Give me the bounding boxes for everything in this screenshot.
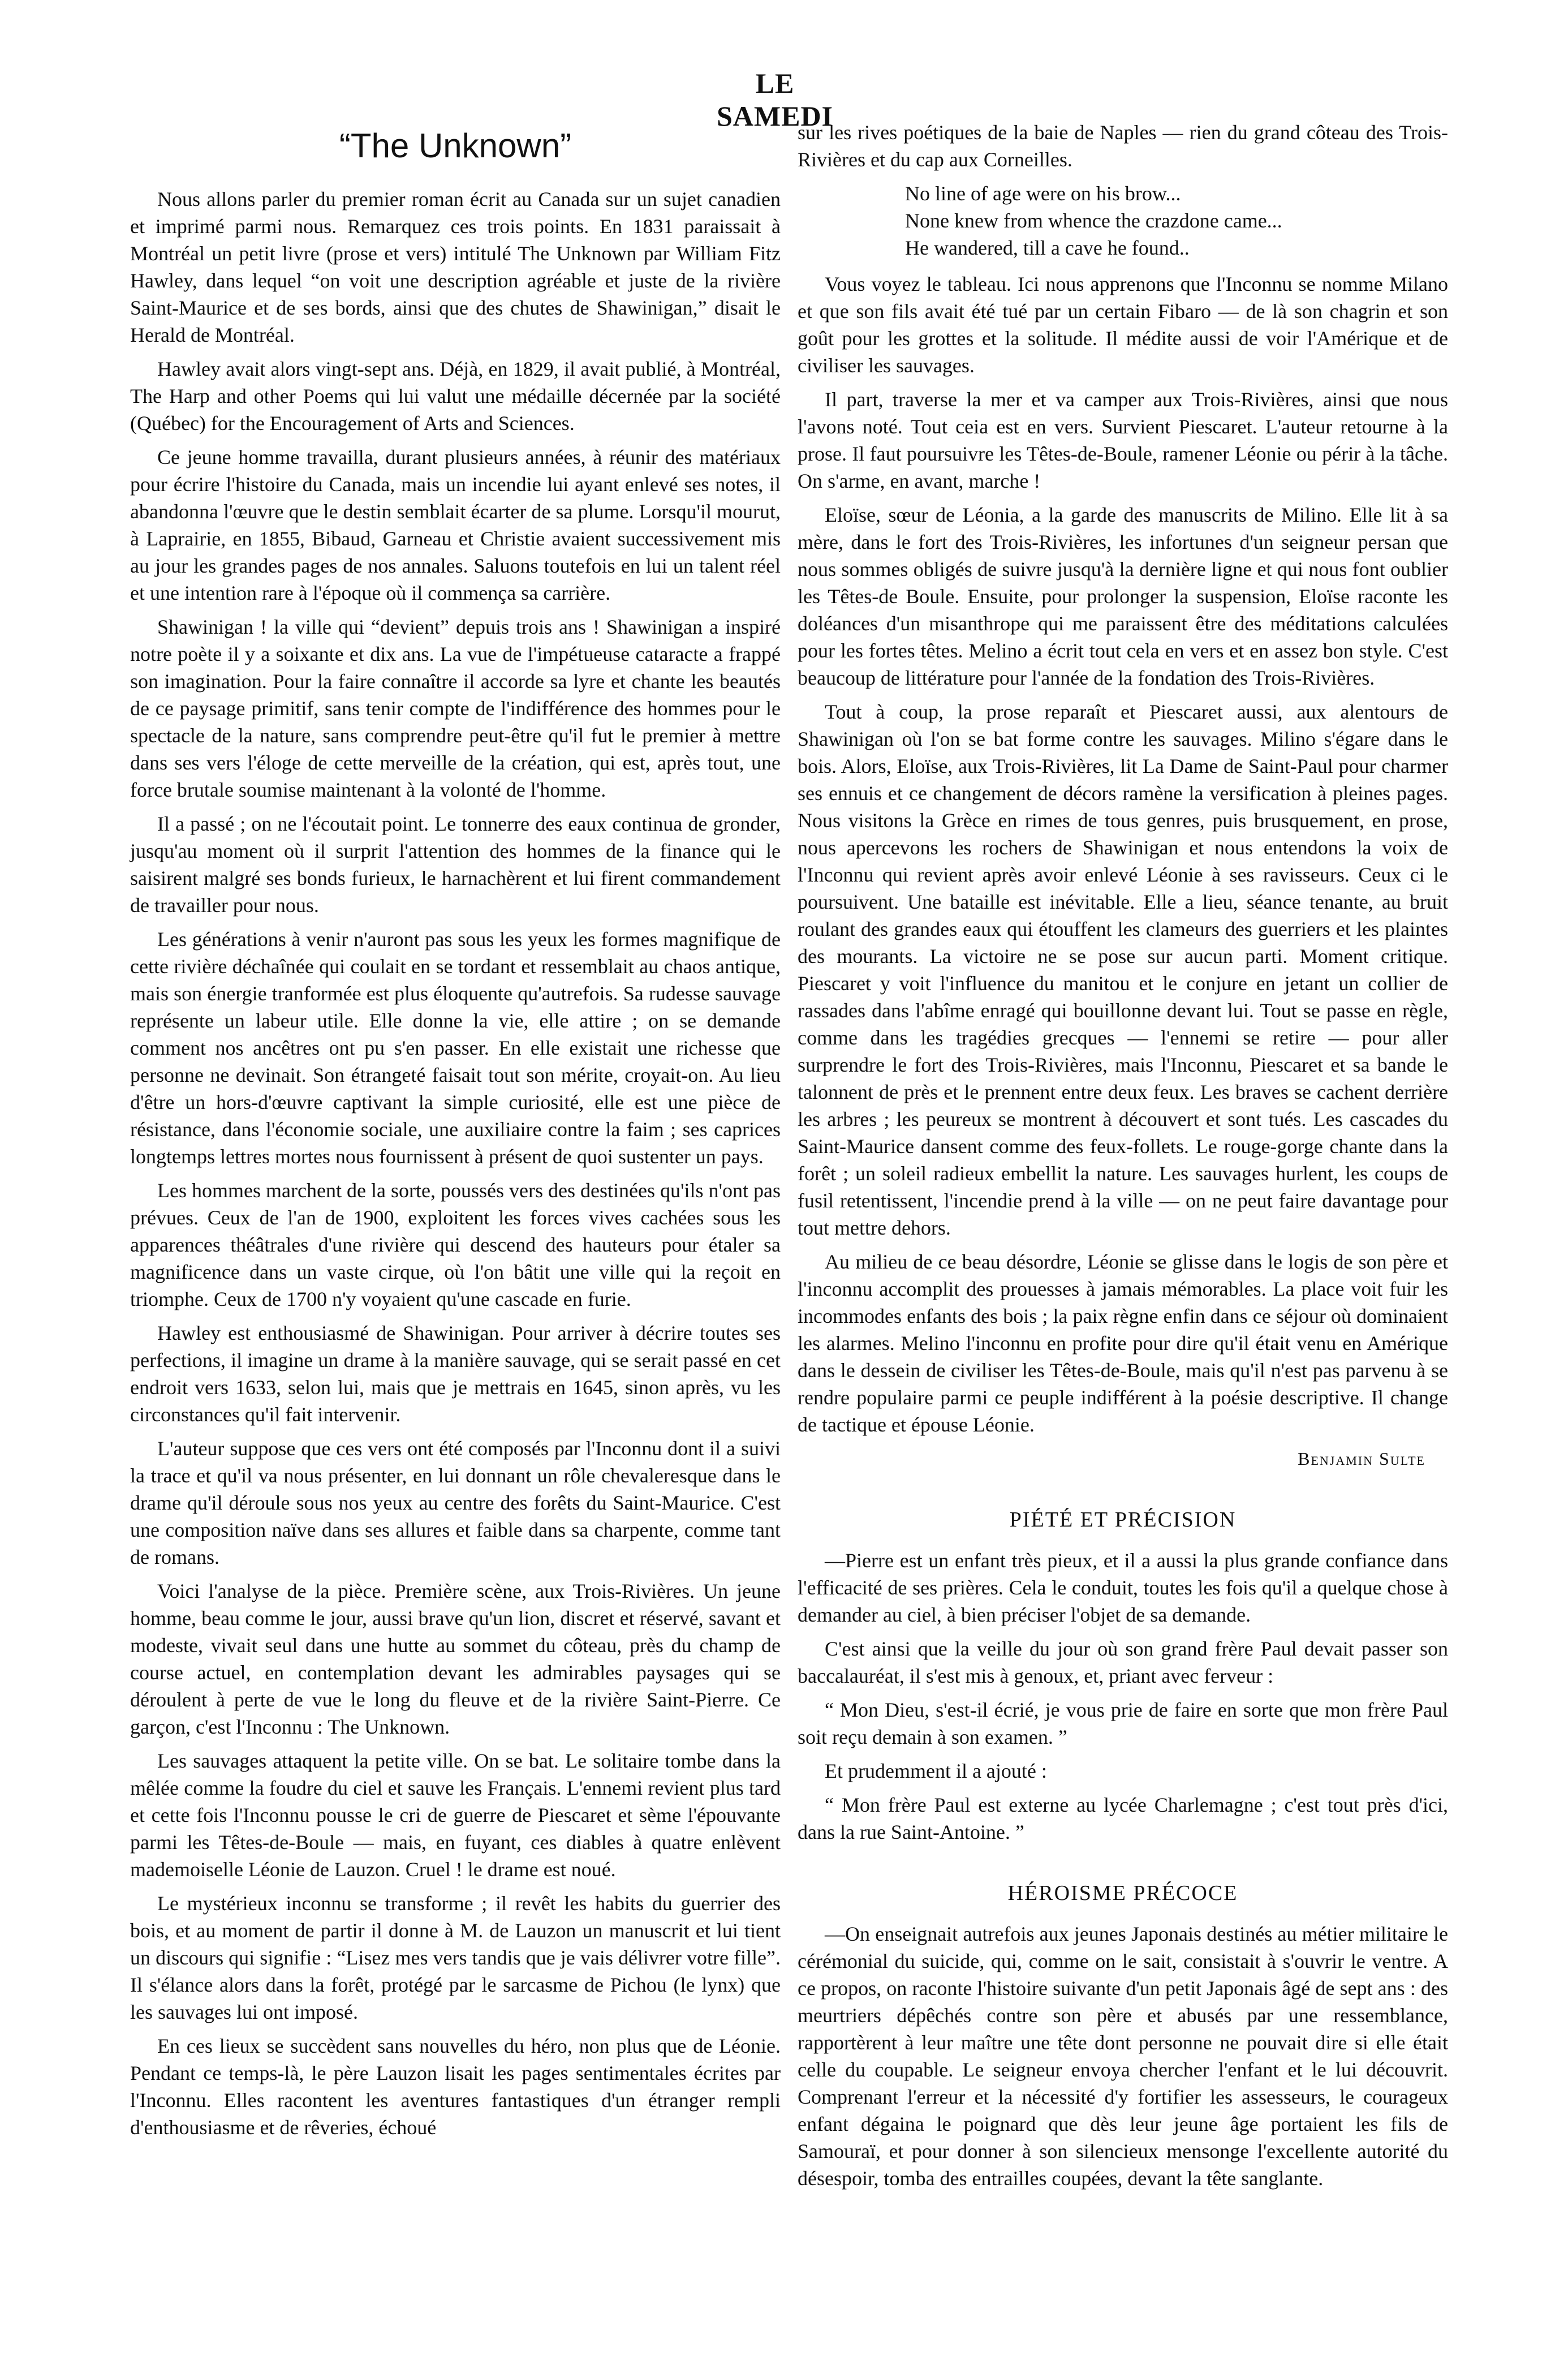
paragraph: sur les rives poétiques de la baie de Naples — rien du grand côteau des Trois-Rivières et du cap aux Corneilles. (798, 121, 1448, 171)
right-column (798, 119, 1448, 2199)
paragraph: Hawley avait alors vingt-sept ans. Déjà, en 1829, il avait publié, à Montréal, The Harp and other Poems qui lui valut une médaille décernée par la société (Québec) for the Encouragement of Arts and Sciences. (130, 358, 781, 435)
paragraph: Le mystérieux inconnu se transforme ; il revêt les habits du guerrier des bois, et au moment de partir il donne à M. de Lauzon un manuscrit et lui tient un discours qui signifie : “Lisez mes vers tandis que je vais délivrer votre fille”. Il s'élance alors dans la forêt, protégé par le sarcasme de Pichou (le lynx) que les sauvages lui ont imposé. (130, 1892, 781, 2023)
paragraph: Tout à coup, la prose reparaît et Piescaret aussi, aux alentours de Shawinigan où l'on se bat forme contre les sauvages. Milino s'égare dans le bois. Alors, Eloïse, aux Trois-Rivières, lit La Dame de Saint-Paul pour charmer ses ennuis et ce changement de décors ramène la versification à pleines pages. Nous visitons la Grèce en rimes de tous genres, puis brusquement, en prose, nous apercevons les rochers de Shawinigan et nous entendons la voix de l'Inconnu qui revient après avoir enlevé Léonie à ses ravisseurs. Ceux ci le poursuivent. Une bataille est inévitable. Elle a lieu, séance tenante, au bruit roulant des grandes eaux qui étouffent les clameurs des guerriers et les plaintes des mourants. La victoire ne se pose sur aucun parti. Moment critique. Piescaret y voit l'influence du manitou et le conjure en jetant un collier de rassades dans l'abîme enragé qui bouillonne devant lui. Tout se passe en règle, comme dans les tragédies grecques — l'ennemi se retire — pour aller surprendre le fort des Trois-Rivières, mais l'Inconnu, Piescaret et sa bande le talonnent de près et le prennent entre deux feux. Les braves se cachent derrière les arbres ; les peureux se montrent à découvert et sont tués. Les cascades du Saint-Maurice dansent comme des feux-follets. Le rouge-gorge chante dans la forêt ; un soleil radieux embellit la nature. Les sauvages hurlent, les coups de fusil retentissent, l'incendie prend à la ville — on ne peut faire davantage pour tout mettre dehors. (798, 700, 1448, 1239)
paragraph: Il a passé ; on ne l'écoutait point. Le tonnerre des eaux continua de gronder, jusqu'au moment où il surprit l'attention des hommes de la finance qui le saisirent malgré ses bonds furieux, le harnachèrent et lui firent commandement de travailler pour nous. (130, 812, 781, 917)
paragraph: —Pierre est un enfant très pieux, et il a aussi la plus grande confiance dans l'efficacité de ses prières. Cela le conduit, toutes les fois qu'il a quelque chose à demander au ciel, à bien préciser l'objet de sa demande. (798, 1549, 1448, 1626)
poem-excerpt (905, 180, 1448, 261)
paragraph: C'est ainsi que la veille du jour où son grand frère Paul devait passer son baccalauréat, il s'est mis à genoux, et, priant avec ferveur : (798, 1637, 1448, 1687)
paragraph: Voici l'analyse de la pièce. Première scène, aux Trois-Rivières. Un jeune homme, beau comme le jour, aussi brave qu'un lion, discret et réservé, savant et modeste, vivait seul dans une hutte au sommet du côteau, près du champ de course actuel, en contemplation devant les admirables paysages qui se déroulent à perte de vue le long du fleuve et de la rivière Saint-Pierre. Ce garçon, c'est l'Inconnu : The Unknown. (130, 1580, 781, 1738)
poem-line: He wandered, till a cave he found.. (905, 237, 1190, 259)
paragraph: Et prudemment il a ajouté : (825, 1760, 1047, 1782)
left-column (130, 119, 781, 2148)
paragraph: Shawinigan ! la ville qui “devient” depuis trois ans ! Shawinigan a inspiré notre poète il y a soixante et dix ans. La vue de l'impétueuse cataracte a frappé son imagination. Pour la faire connaître il accorde sa lyre et chante les beautés de ce paysage primitif, sans tenir compte de l'indifférence des hommes pour le spectacle de la nature, sans comprendre peut-être qu'il fut le premier à mettre dans ses vers l'éloge de cette merveille de la création, qui est, après tout, une force brutale soumise maintenant à la volonté de l'homme. (130, 616, 781, 801)
paragraph: Les sauvages attaquent la petite ville. On se bat. Le solitaire tombe dans la mêlée comme la foudre du ciel et sauve les Français. L'ennemi revient plus tard et cette fois l'Inconnu pousse le cri de guerre de Piescaret et sème l'épouvante parmi les Têtes-de-Boule — mais, en fuyant, ces diables à quatre enlèvent mademoiselle Léonie de Lauzon. Cruel ! le drame est noué. (130, 1749, 781, 1881)
paragraph: Nous allons parler du premier roman écrit au Canada sur un sujet canadien et imprimé parmi nous. Remarquez ces trois points. En 1831 paraissait à Montréal un petit livre (prose et vers) intitulé The Unknown par William Fitz Hawley, dans lequel “on voit une description agréable et juste de la rivière Saint-Maurice et de ses bords, ainsi que des chutes de Shawinigan,” disait le Herald de Montréal. (130, 188, 781, 346)
article-title-unknown: “The Unknown” (339, 127, 572, 165)
paragraph: “ Mon Dieu, s'est-il écrié, je vous prie de faire en sorte que mon frère Paul soit reçu demain à son examen. ” (798, 1699, 1448, 1748)
paragraph: —On enseignait autrefois aux jeunes Japonais destinés au métier militaire le cérémonial du suicide, qui, comme on le sait, consistait à s'ouvrir le ventre. A ce propos, on raconte l'histoire suivante d'un petit Japonais âgé de sept ans : des meurtriers dépêchés contre son père et abusés par une ressemblance, rapportèrent à leur maître une tête dont personne ne pouvait dire si elle était celle du coupable. Le seigneur envoya chercher l'enfant et le lui découvrit. Comprenant l'erreur et la nécessité d'y fortifier les assesseurs, le courageux enfant dégaina le poignard que dès leur jeune âge portaient les fils de Samouraï, et pour donner à son silencieux mensonge l'excellente autorité du désespoir, tomba des entrailles coupées, devant la tête sanglante. (798, 1923, 1448, 2190)
paragraph: Ce jeune homme travailla, durant plusieurs années, à réunir des matériaux pour écrire l'histoire du Canada, mais un incendie lui ayant enlevé ses notes, il abandonna l'œuvre que le destin semblait écarter de sa plume. Lorsqu'il mourut, à Laprairie, en 1855, Bibaud, Garneau et Christie avaient successivement mis au jour les grandes pages de nos annales. Saluons toutefois en lui un talent réel et une intention rare à l'époque où il commença sa carrière. (130, 446, 781, 604)
paragraph: Les générations à venir n'auront pas sous les yeux les formes magnifique de cette rivière déchaînée qui coulait en se tordant et ressemblait au chaos antique, mais son énergie tranformée est plus éloquente qu'autrefois. Sa rudesse sauvage représente un labeur utile. Elle donne la vie, elle attire ; on se demande comment nos ancêtres ont pu s'en passer. En elle existait une richesse que personne ne devinait. Son étrangeté faisait tout son mérite, croyait-on. Au lieu d'être un hors-d'œuvre captivant la simple curiosité, elle est une pièce de résistance, dans l'économie sociale, une auxiliaire contre la faim ; ses caprices longtemps lettres mortes nous fournissent à présent de quoi sustenter un pays. (130, 928, 781, 1168)
paragraph: “ Mon frère Paul est externe au lycée Charlemagne ; c'est tout près d'ici, dans la rue Saint-Antoine. ” (798, 1794, 1448, 1843)
paragraph: Les hommes marchent de la sorte, poussés vers des destinées qu'ils n'ont pas prévues. Ceux de l'an de 1900, exploitent les forces vives cachées sous les apparences théâtrales d'une rivière qui descend des hauteurs pour étaler sa magnificence dans un vaste cirque, où l'on bâtit une ville qui la reçoit en triomphe. Ceux de 1700 n'y voyaient qu'une cascade en furie. (130, 1179, 781, 1310)
paragraph: Vous voyez le tableau. Ici nous apprenons que l'Inconnu se nomme Milano et que son fils avait été tué par un certain Fibaro — de là son chagrin et son goût pour les grottes et la solitude. Il médite aussi de voir l'Amérique et de civiliser les sauvages. (798, 273, 1448, 377)
page-header: LE SAMEDI (716, 67, 834, 132)
article-title-heroisme: HÉROISME PRÉCOCE (1007, 1881, 1238, 1905)
paragraph: En ces lieux se succèdent sans nouvelles du héro, non plus que de Léonie. Pendant ce temps-là, le père Lauzon lisait les pages sentimentales écrites par l'Inconnu. Elles racontent les aventures fantastiques d'un étranger rempli d'enthousiasme et de rêveries, échoué (130, 2035, 781, 2139)
author-signature: Benjamin Sulte (1298, 1448, 1425, 1469)
paragraph: Hawley est enthousiasmé de Shawinigan. Pour arriver à décrire toutes ses perfections, il imagine un drame à la manière sauvage, qui se serait passé en cet endroit vers 1633, selon lui, mais que je mettrais en 1645, sinon après, vu les circonstances qu'il fait intervenir. (130, 1322, 781, 1426)
poem-line: None knew from whence the crazdone came... (905, 209, 1282, 232)
paragraph: L'auteur suppose que ces vers ont été composés par l'Inconnu dont il a suivi la trace et qu'il va nous présenter, en lui donnant un rôle chevaleresque dans le drame qu'il déroule sous nos yeux au centre des forêts du Saint-Maurice. C'est une composition naïve dans ses allures et faible dans sa charpente, comme tant de romans. (130, 1437, 781, 1568)
poem-line: No line of age were on his brow... (905, 182, 1181, 205)
paragraph: Il part, traverse la mer et va camper aux Trois-Rivières, ainsi que nous l'avons noté. Tout ceia est en vers. Survient Piescaret. L'auteur retourne à la prose. Il faut poursuivre les Têtes-de-Boule, ramener Léonie ou périr à la tâche. On s'arme, en avant, marche ! (798, 388, 1448, 492)
paragraph: Eloïse, sœur de Léonia, a la garde des manuscrits de Milino. Elle lit à sa mère, dans le fort des Trois-Rivières, les infortunes d'un seigneur persan que nous sommes obligés de suivre jusqu'à la dernière ligne et qui nous font oublier les Têtes-de Boule. Ensuite, pour prolonger la suspension, Eloïse raconte les doléances d'un misanthrope qui me paraissent être des méditations calculées pour les fortes têtes. Melino a écrit tout cela en vers et en assez bon style. C'est beaucoup de littérature pour l'année de la fondation des Trois-Rivières. (798, 504, 1448, 689)
article-title-piete: PIÉTÉ ET PRÉCISION (1009, 1508, 1237, 1532)
paragraph: Au milieu de ce beau désordre, Léonie se glisse dans le logis de son père et l'inconnu accomplit des prouesses à jamais mémorables. La place voit fuir les incommodes enfants des bois ; la paix règne enfin dans ce séjour où dominaient les alarmes. Melino l'inconnu en profite pour dire qu'il était venu en Amérique dans le dessein de civiliser les Têtes-de-Boule, mais qu'il n'est pas parvenu à se rendre populaire parmi ce peuple indifférent à la poésie descriptive. Il change de tactique et épouse Léonie. (798, 1250, 1448, 1436)
